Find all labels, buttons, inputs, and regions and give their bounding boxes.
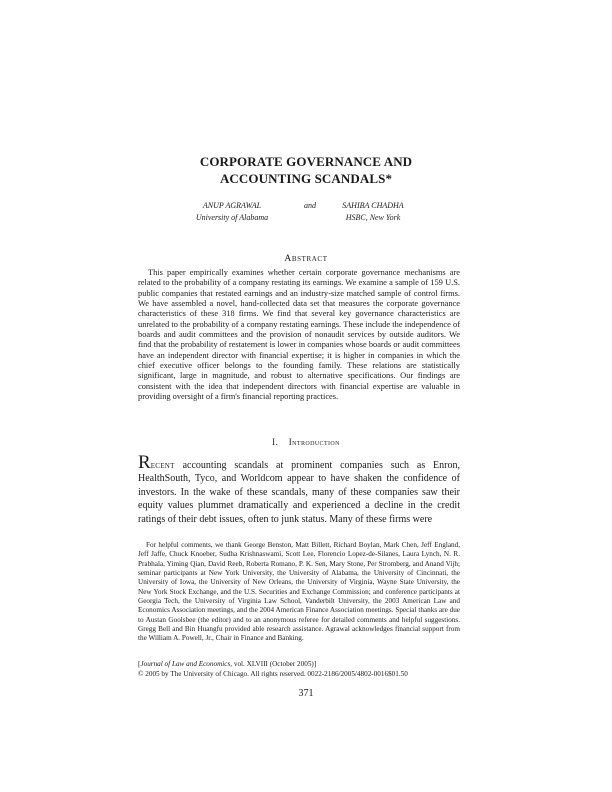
section-number: I. bbox=[272, 437, 279, 447]
author-2-affiliation: HSBC, New York bbox=[345, 213, 401, 222]
journal-name: Journal of Law and Economics bbox=[140, 660, 231, 668]
citation-block bbox=[138, 660, 460, 679]
intro-lead: ecent bbox=[150, 460, 175, 471]
title-line-1: CORPORATE GOVERNANCE AND bbox=[199, 154, 413, 169]
author-2-name: SAHIBA CHADHA bbox=[342, 201, 404, 210]
author-2 bbox=[318, 200, 428, 224]
intro-dropcap: R bbox=[138, 452, 151, 473]
paper-title bbox=[0, 153, 612, 187]
citation-open: [ bbox=[138, 660, 141, 668]
author-1 bbox=[182, 200, 282, 224]
footnote: For helpful comments, we thank George Benston, Matt Billett, Richard Boylan, Mark Chen, Jeff England, Jeff Jaffe, Chuck Knoeber, Sudha Krishnaswami, Scott Lee, Florencio Lopez-de-Silanes, Laura Lynch, N. R. Prabhala, Yiming Qian, David Reeb, Roberta Romano, P. K. Sen, Mary Stone, Per Stromberg, and Anand Vijh; seminar participants at New York University, the University of Alabama, the University of Cincinnati, the University of Iowa, the University of New Orleans, the University of Virginia, Wayne State University, the New York Stock Exchange, and the U.S. Securities and Exchange Commission; and conference participants at Georgia Tech, the University of Virginia Law School, Vanderbilt University, the 2003 American Law and Economics Association meetings, and the 2004 American Finance Association meetings. Special thanks are due to Austan Goolsbee (the editor) and to an anonymous referee for detailed comments and helpful suggestions. Gregg Bell and Bin Huangfu provided able research assistance. Agrawal acknowledges financial support from the William A. Powell, Jr., Chair in Finance and Banking. bbox=[138, 541, 460, 643]
author-conjunction: and bbox=[304, 201, 316, 210]
title-line-2: ACCOUNTING SCANDALS* bbox=[219, 171, 393, 186]
intro-text: accounting scandals at prominent companies such as Enron, HealthSouth, Tyco, and Worldcom appear to have shaken the confidence of investors. In the wake of these scandals, many of these companies saw their equity values plummet dramatically and experienced a decline in the credit ratings of their debt issues, often to junk status. Many of these firms were bbox=[138, 460, 460, 525]
abstract-heading: Abstract bbox=[284, 254, 328, 264]
copyright-line: © 2005 by The University of Chicago. All rights reserved. 0022-2186/2005/4802-0016$01.50 bbox=[138, 669, 408, 678]
section-heading bbox=[0, 437, 612, 447]
abstract-text: This paper empirically examines whether certain corporate governance mechanisms are related to the probability of a company restating its earnings. We examine a sample of 159 U.S. public companies that restated earnings and an industry-size matched sample of control firms. We have assembled a novel, hand-collected data set that measures the corporate governance characteristics of these 318 firms. We find that several key governance characteristics are unrelated to the probability of a company restating earnings. These include the independence of boards and audit committees and the provision of nonaudit services by outside auditors. We find that the probability of restatement is lower in companies whose boards or audit committees have an independent director with financial expertise; it is higher in companies in which the chief executive officer belongs to the founding family. These relations are statistically significant, large in magnitude, and robust to alternative specifications. Our findings are consistent with the idea that independent directors with financial expertise are valuable in providing oversight of a firm's financial reporting practices. bbox=[138, 268, 460, 402]
citation-line bbox=[138, 660, 460, 670]
author-1-name: ANUP AGRAWAL bbox=[202, 201, 262, 210]
section-title: Introduction bbox=[288, 437, 340, 447]
intro-paragraph bbox=[138, 452, 460, 526]
page-number: 371 bbox=[298, 688, 314, 699]
author-1-affiliation: University of Alabama bbox=[195, 213, 269, 222]
citation-rest: , vol. XLVIII (October 2005)] bbox=[230, 660, 317, 668]
